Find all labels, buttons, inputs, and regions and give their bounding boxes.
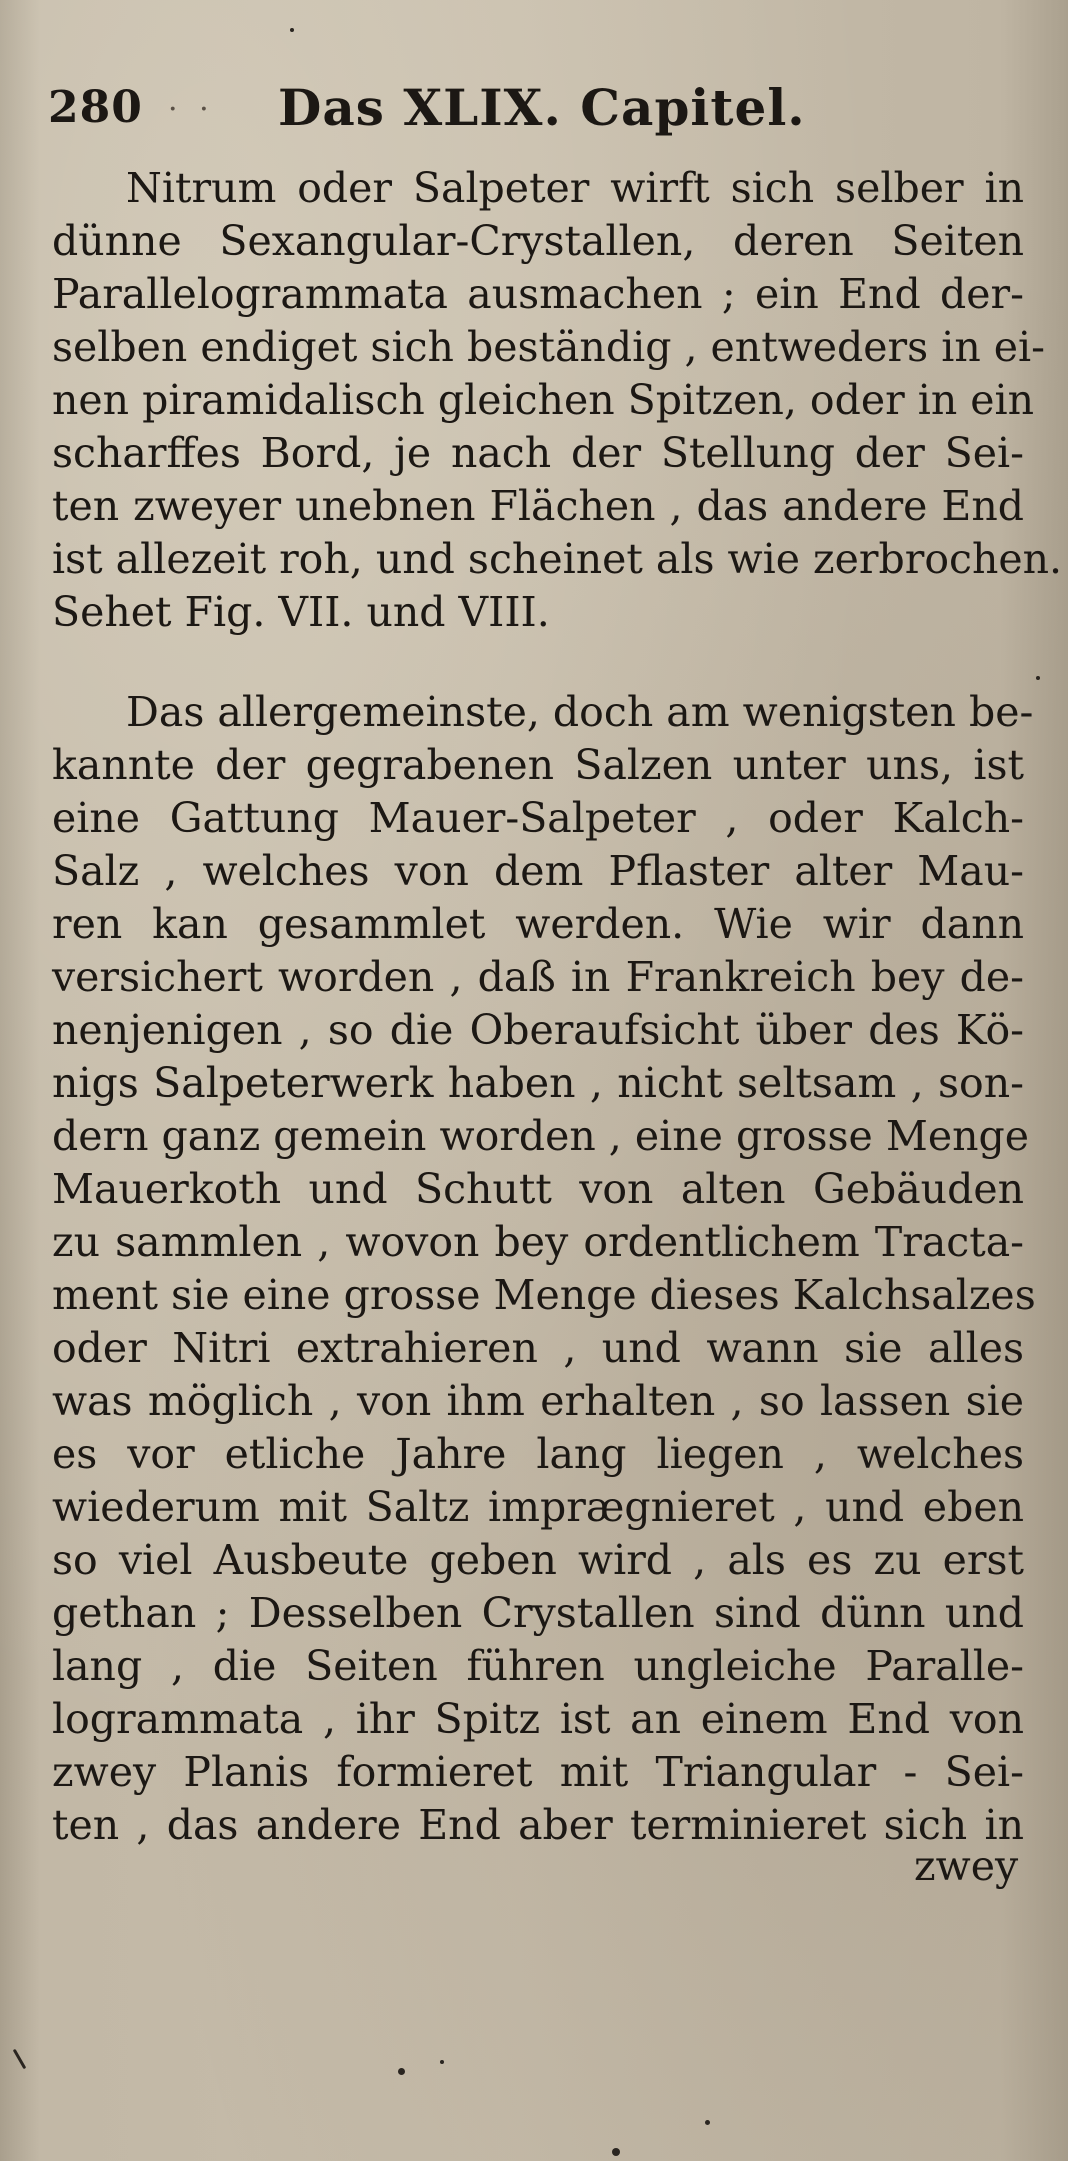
text-line: Mauerkoth und Schutt von alten Gebäuden [52,1165,1024,1213]
text-line: Das allergemeinste, doch am wenigsten be- [126,688,1034,736]
catchword: zwey [914,1842,1019,1890]
text-line: nen piramidalisch gleichen Spitzen, oder in ein [52,376,1035,424]
text-line: ten zweyer unebnen Flächen , das andere End [52,482,1024,530]
text-line: Parallelogrammata ausmachen ; ein End der- [52,270,1024,318]
text-line: oder Nitri extrahieren , und wann sie alles [52,1324,1024,1372]
text-line: nigs Salpeterwerk haben , nicht seltsam , son- [52,1059,1024,1107]
text-line: was möglich , von ihm erhalten , so lassen sie [52,1377,1024,1425]
text-line: ment sie eine grosse Menge dieses Kalchsalzes [52,1271,1036,1319]
ink-speck [13,2049,27,2070]
text-line: selben endiget sich beständig , entweders in ei- [52,323,1046,371]
ink-speck [290,28,294,32]
page-header [40,78,1030,138]
text-line: ist allezeit roh, und scheinet als wie zerbrochen. [52,535,1063,583]
header-ornament: · · [168,92,215,127]
text-line: wiederum mit Saltz imprægnieret , und eben [52,1483,1024,1531]
text-line: logrammata , ihr Spitz ist an einem End von [52,1695,1024,1743]
text-line: ten , das andere End aber terminieret sich in [52,1801,1024,1849]
text-line: scharffes Bord, je nach der Stellung der Sei- [52,429,1024,477]
text-line: Salz , welches von dem Pflaster alter Mau- [52,847,1024,895]
paragraph-1 [52,162,1063,639]
text-line: ren kan gesammlet werden. Wie wir dann [52,900,1024,948]
text-line: nenjenigen , so die Oberaufsicht über des Kö- [52,1006,1024,1054]
paragraph-2 [52,686,1036,1852]
text-line: gethan ; Desselben Crystallen sind dünn und [52,1589,1024,1637]
text-line: eine Gattung Mauer-Salpeter , oder Kalch- [52,794,1024,842]
text-line: lang , die Seiten führen ungleiche Paralle- [52,1642,1024,1690]
text-line: Sehet Fig. VII. und VIII. [52,588,550,636]
ink-speck [440,2060,444,2064]
text-line: es vor etliche Jahre lang liegen , welches [52,1430,1024,1478]
running-head: Das XLIX. Capitel. [278,78,806,137]
text-line: zwey Planis formieret mit Triangular - Sei- [52,1748,1024,1796]
ink-speck [612,2148,620,2156]
text-line: so viel Ausbeute geben wird , als es zu erst [52,1536,1024,1584]
text-line: dern ganz gemein worden , eine grosse Menge [52,1112,1030,1160]
text-line: Nitrum oder Salpeter wirft sich selber in [126,164,1024,212]
text-line: kannte der gegrabenen Salzen unter uns, ist [52,741,1024,789]
ink-speck [398,2068,405,2075]
text-line: versichert worden , daß in Frankreich bey de- [52,953,1024,1001]
ink-speck [705,2120,710,2125]
page-number: 280 [48,82,143,133]
text-line: zu sammlen , wovon bey ordentlichem Tracta- [52,1218,1024,1266]
text-line: dünne Sexangular-Crystallen, deren Seiten [52,217,1024,265]
ink-speck [1036,676,1040,680]
